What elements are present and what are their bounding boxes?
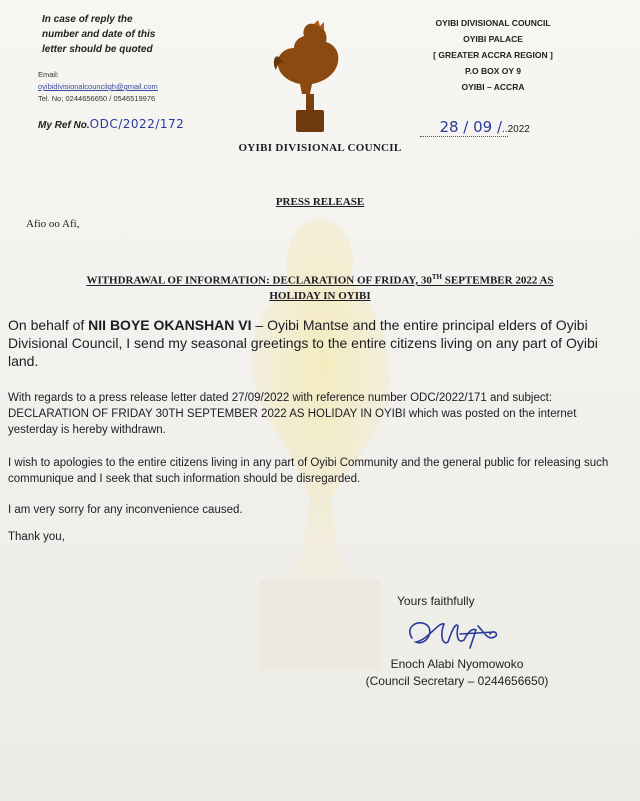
signatory-title: (Council Secretary – 0244656650)	[365, 674, 549, 688]
body-paragraph-2: With regards to a press release letter dated 27/09/2022 with reference number ODC/2022/171 and subject: DECLARATION OF FRIDAY 30TH SEPTEMBER 2022 AS HOLIDAY IN OYIBI which was posted on the internet yesterday is hereby withdrawn.	[8, 392, 577, 436]
council-address	[418, 15, 568, 95]
address-line: OYIBI PALACE	[463, 34, 523, 44]
body-paragraph-1: On behalf of NII BOYE OKANSHAN VI – Oyibi Mantse and the entire principal elders of Oyibi Divisional Council, I send my seasonal greetings to the entire citizens living on any part of Oyibi land.	[8, 317, 598, 369]
thank-you: Thank you,	[8, 531, 65, 543]
reference-value: ODC/2022/172	[89, 117, 185, 131]
date-year: 2022	[507, 124, 530, 135]
contact-block	[38, 69, 158, 105]
handwritten-signature-icon	[398, 612, 508, 658]
address-line: OYIBI – ACCRA	[461, 82, 525, 92]
reference-number	[38, 117, 184, 131]
body-paragraph-4: I am very sorry for any inconvenience caused.	[8, 504, 243, 516]
email-label: Email:	[38, 70, 59, 79]
reference-label: My Ref No.	[38, 120, 90, 131]
address-line: P.O BOX OY 9	[465, 66, 521, 76]
chief-name: NII BOYE OKANSHAN VI	[88, 317, 252, 333]
address-line: OYIBI DIVISIONAL COUNCIL	[435, 18, 551, 28]
subject-heading	[20, 270, 620, 304]
signatory	[342, 656, 572, 690]
body-paragraph-3: I wish to apologies to the entire citizens living in any part of Oyibi Community and the general public for releasing such communique and I seek that such information should be disregarded.	[8, 457, 609, 485]
council-title: OYIBI DIVISIONAL COUNCIL	[238, 142, 402, 154]
email-link[interactable]: oyibidivisionalcouncilgh@gmail.com	[38, 82, 158, 91]
signatory-name: Enoch Alabi Nyomowoko	[390, 657, 524, 671]
date-value: 28 / 09 /	[439, 118, 503, 136]
subject-line-2: HOLIDAY IN OYIBI	[269, 289, 371, 302]
reply-note-line: In case of reply the	[42, 14, 133, 25]
subject-line-1: WITHDRAWAL OF INFORMATION: DECLARATION OF FRIDAY, 30TH SEPTEMBER 2022 AS	[86, 273, 554, 287]
reply-note-line: number and date of this	[42, 29, 156, 40]
reply-quote-note	[42, 12, 155, 57]
telephone-numbers: Tel. No; 0244656650 / 0546519976	[38, 94, 156, 103]
rooster-emblem-icon	[270, 18, 350, 134]
press-release-heading: PRESS RELEASE	[275, 196, 365, 208]
salutation: Afio oo Afi,	[26, 218, 80, 230]
reply-note-line: letter should be quoted	[42, 44, 153, 55]
sign-off: Yours faithfully	[397, 594, 475, 608]
address-line: [ GREATER ACCRA REGION ]	[433, 50, 553, 60]
letter-date: 28 / 09 /..2022	[420, 118, 590, 137]
